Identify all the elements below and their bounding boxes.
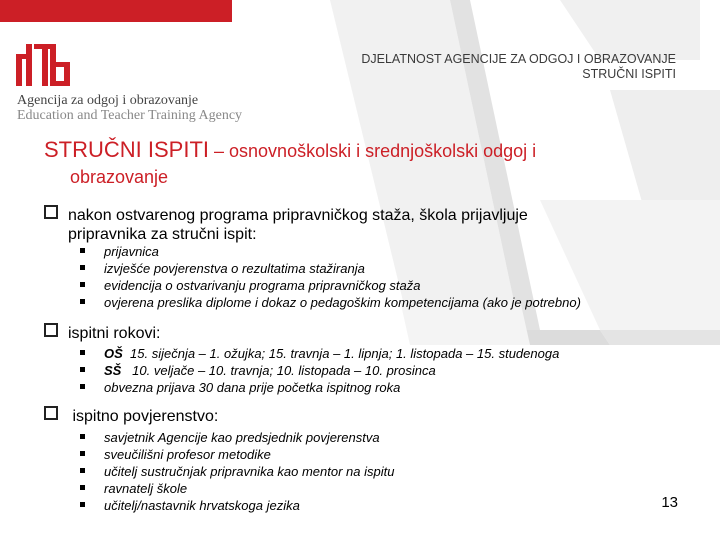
agency-logo — [14, 40, 74, 88]
section-heading-povjerenstvo: ispitno povjerenstvo: — [44, 406, 218, 426]
square-bullet-icon — [80, 248, 85, 253]
header-title-line2: STRUČNI ISPITI — [582, 67, 676, 81]
square-bullet-icon — [80, 384, 85, 389]
square-bullet-icon — [80, 265, 85, 270]
slide-title-rest: – osnovnoškolski i srednjoškolski odgoj i — [209, 141, 537, 161]
square-bullet-icon — [80, 367, 85, 372]
slide-title — [44, 138, 684, 189]
square-bullet-icon — [80, 502, 85, 507]
checkbox-bullet-icon — [44, 205, 58, 219]
square-bullet-icon — [80, 485, 85, 490]
header-title — [361, 52, 676, 82]
square-bullet-icon — [80, 468, 85, 473]
agency-name-hr: Agencija za odgoj i obrazovanje — [17, 93, 199, 108]
section-heading-prijava: nakon ostvarenog programa pripravničkog staža, škola prijavljuje pripravnika za stručni ispit: — [44, 205, 528, 244]
slide-title-line2: obrazovanje — [70, 167, 169, 187]
square-bullet-icon — [80, 434, 85, 439]
checkbox-bullet-icon — [44, 323, 58, 337]
square-bullet-icon — [80, 350, 85, 355]
section-heading-rokovi: ispitni rokovi: — [44, 323, 160, 343]
square-bullet-icon — [80, 282, 85, 287]
agency-name-en: Education and Teacher Training Agency — [17, 108, 243, 123]
page-number: 13 — [661, 494, 678, 511]
checkbox-bullet-icon — [44, 406, 58, 420]
square-bullet-icon — [80, 451, 85, 456]
slide-title-main: STRUČNI ISPITI — [44, 137, 210, 162]
square-bullet-icon — [80, 299, 85, 304]
section-heading-line2: pripravnika za stručni ispit: — [68, 226, 257, 243]
header-title-line1: DJELATNOST AGENCIJE ZA ODGOJ I OBRAZOVANJE — [361, 52, 676, 66]
